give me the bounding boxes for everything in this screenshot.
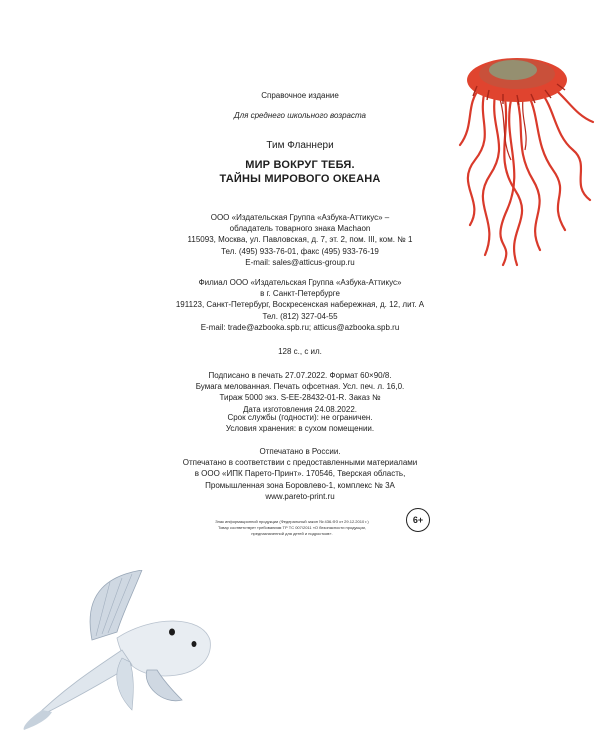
print-detail-line: Тираж 5000 экз. S-EE-28432-01-R. Заказ № [219, 393, 381, 403]
printer-line: Отпечатано в России. [259, 447, 341, 456]
info-sign-line: Товар соответствует требованиям ТР ТС 007/2011 «О безопасности продукции, [217, 525, 367, 530]
printer-line: Промышленная зона Боровлево-1, комплекс № 3А [205, 480, 395, 490]
title-line: ТАЙНЫ МИРОВОГО ОКЕАНА [219, 173, 381, 185]
branch-line: Тел. (812) 327-04-55 [262, 311, 338, 321]
print-detail-line: Подписано в печать 27.07.2022. Формат 60×90/8. [208, 371, 392, 380]
publisher-line: обладатель товарного знака Machaon [229, 224, 371, 234]
print-detail-line: Дата изготовления 24.08.2022. [243, 404, 357, 414]
publisher-block [150, 212, 450, 268]
publisher-line: E-mail: sales@atticus-group.ru [245, 257, 355, 267]
info-sign-line: Знак информационной продукции (Федеральный закон № 436-ФЗ от 29.12.2010 г.) [215, 519, 369, 524]
printer-line: Отпечатано в соответствии с предоставленными материалами [182, 458, 418, 468]
printer-line: в ООО «ИПК Парето-Принт». 170546, Тверская область, [194, 469, 406, 479]
storage-block [150, 412, 450, 434]
publisher-line: ООО «Издательская Группа «Азбука-Аттикус» – [210, 213, 390, 222]
branch-block [150, 277, 450, 333]
branch-line: в г. Санкт-Петербурге [260, 289, 340, 299]
book-title [150, 158, 450, 186]
jellyfish-illustration [455, 50, 600, 270]
audience-label: Для среднего школьного возраста [233, 111, 367, 120]
branch-line: E-mail: trade@azbooka.spb.ru; atticus@azbooka.spb.ru [200, 322, 400, 332]
info-sign-line: предназначенной для детей и подростков». [251, 531, 333, 536]
reference-label: Справочное издание [261, 91, 339, 100]
printer-block [150, 446, 450, 502]
page-count: 128 с., с ил. [278, 347, 322, 356]
title-line: МИР ВОКРУГ ТЕБЯ. [245, 159, 355, 171]
age-rating-badge: 6+ [406, 508, 430, 532]
author-name: Тим Фланнери [266, 140, 334, 151]
storage-line: Срок службы (годности): не ограничен. [227, 413, 373, 422]
branch-line: Филиал ООО «Издательская Группа «Азбука-Аттикус» [198, 278, 402, 287]
publisher-line: Тел. (495) 933-76-01, факс (495) 933-76-19 [221, 246, 379, 256]
print-details [150, 370, 450, 415]
printer-website: www.pareto-print.ru [265, 491, 335, 501]
fish-illustration [22, 570, 222, 730]
storage-line: Условия хранения: в сухом помещении. [225, 424, 375, 434]
print-detail-line: Бумага мелованная. Печать офсетная. Усл. печ. л. 16,0. [195, 382, 405, 392]
branch-line: 191123, Санкт-Петербург, Воскресенская набережная, д. 12, лит. А [175, 300, 425, 310]
info-product-sign [172, 519, 412, 537]
publisher-line: 115093, Москва, ул. Павловская, д. 7, эт. 2, пом. III, ком. № 1 [187, 235, 413, 245]
